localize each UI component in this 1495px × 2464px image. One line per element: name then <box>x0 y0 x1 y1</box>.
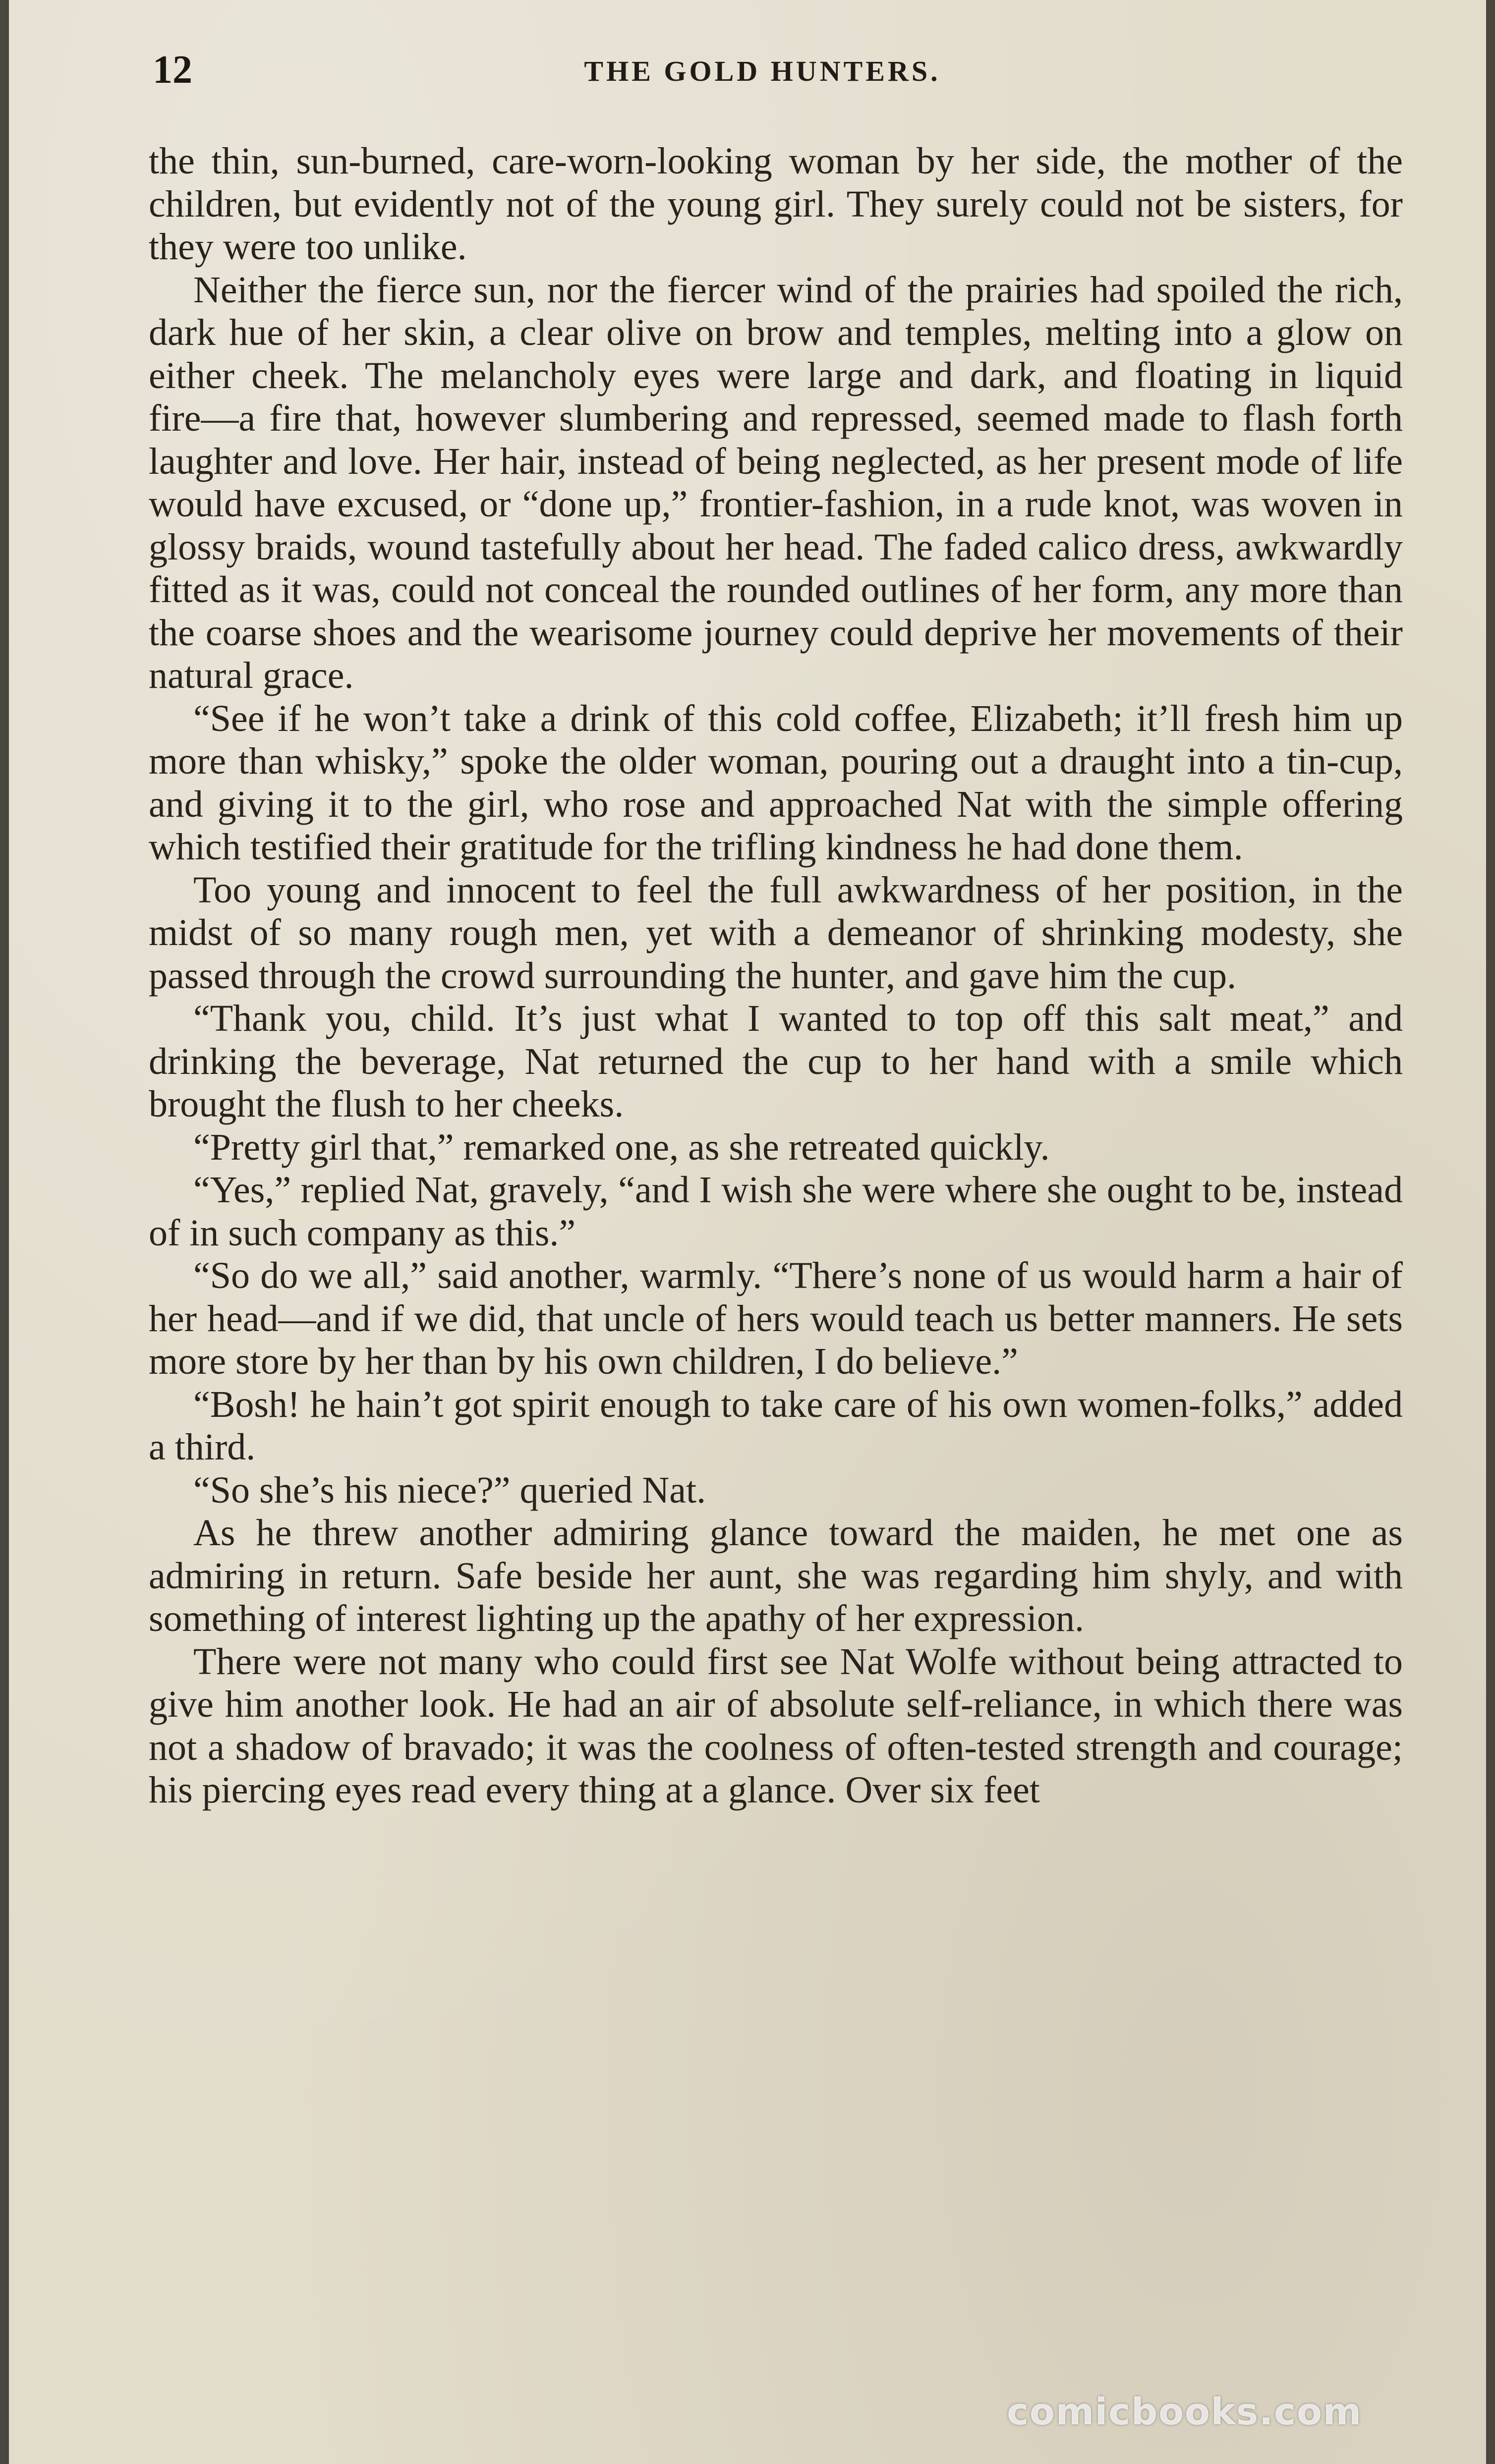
paragraph: “Bosh! he hain’t got spirit enough to take care of his own women-folks,” added a third. <box>149 1383 1403 1468</box>
paragraph: Too young and innocent to feel the full awkwardness of her position, in the midst of so many rough men, yet with a demeanor of shrinking modesty, she passed through the crowd surrounding the hunter, and gave him the cup. <box>149 869 1403 997</box>
paragraph: As he threw another admiring glance toward the maiden, he met one as admiring in return. Safe beside her aunt, she was regarding him shyly, and with something of interest lighting up the apathy of her expression. <box>149 1512 1403 1639</box>
page-header <box>153 48 1372 102</box>
paragraph: “See if he won’t take a drink of this cold coffee, Elizabeth; it’ll fresh him up more than whisky,” spoke the older woman, pouring out a draught into a tin-cup, and giving it to the girl, who rose and approached Nat with the simple offering which testified their gratitude for the trifling kindness he had done them. <box>149 697 1403 868</box>
body-text <box>149 140 1403 1812</box>
paragraph: “So do we all,” said another, warmly. “There’s none of us would harm a hair of her head—and if we did, that uncle of hers would teach us better manners. He sets more store by her than by his own children, I do believe.” <box>149 1255 1403 1382</box>
book-page <box>9 0 1486 2464</box>
paragraph: Neither the fierce sun, nor the fiercer wind of the prairies had spoiled the rich, dark hue of her skin, a clear olive on brow and temples, melting into a glow on either cheek. The melancholy eyes were large and dark, and floating in liquid fire––a fire that, however slumbering and repressed, seemed made to flash forth laughter and love. Her hair, instead of being neglected, as her present mode of life would have excused, or “done up,” frontier-fashion, in a rude knot, was woven in glossy braids, wound tastefully about her head. The faded calico dress, awkwardly fitted as it was, could not conceal the rounded outlines of her form, any more than the coarse shoes and the wearisome journey could deprive her movements of their natural grace. <box>149 269 1403 696</box>
paragraph: the thin, sun-burned, care-worn-looking woman by her side, the mother of the children, but evidently not of the young girl. They surely could not be sisters, for they were too unlike. <box>149 140 1403 268</box>
watermark: comicbooks.com <box>1007 2391 1362 2433</box>
paragraph: There were not many who could first see Nat Wolfe without being attracted to give him another look. He had an air of absolute self-reliance, in which there was not a shadow of bravado; it was the coolness of often-tested strength and courage; his piercing eyes read every thing at a glance. Over six feet <box>149 1640 1403 1811</box>
paragraph: “So she’s his niece?” queried Nat. <box>193 1469 706 1511</box>
running-head: THE GOLD HUNTERS. <box>584 55 941 87</box>
paragraph: “Pretty girl that,” remarked one, as she retreated quickly. <box>193 1126 1050 1168</box>
paragraph: “Yes,” replied Nat, gravely, “and I wish she were where she ought to be, instead of in such company as this.” <box>149 1169 1403 1254</box>
paragraph: “Thank you, child. It’s just what I wanted to top off this salt meat,” and drinking the beverage, Nat returned the cup to her hand with a smile which brought the flush to her cheeks. <box>149 998 1403 1125</box>
page-number: 12 <box>153 48 192 92</box>
